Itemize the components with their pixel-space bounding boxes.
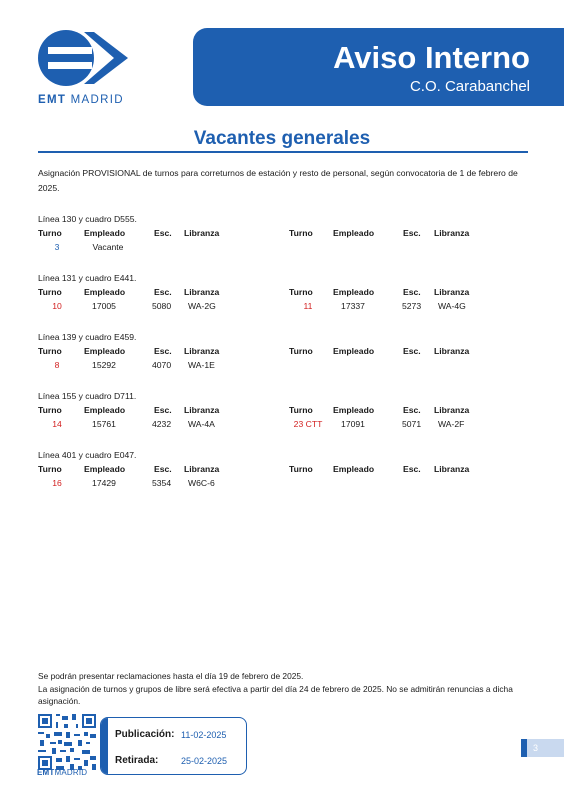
libranza-value: WA-2G xyxy=(188,301,216,311)
header-empleado: Empleado xyxy=(84,228,126,238)
header-esc: Esc. xyxy=(403,464,421,474)
footer-line-effective: La asignación de turnos y grupos de libre será efectiva a partir del día 24 de febrero de 2025. No se admitirán renuncias a dicha asignación. xyxy=(38,683,513,706)
header-empleado: Empleado xyxy=(84,464,126,474)
header-turno: Turno xyxy=(289,346,313,356)
header-libranza: Libranza xyxy=(184,464,220,474)
empleado-value: Vacante xyxy=(92,242,124,252)
qr-code-icon xyxy=(38,714,96,770)
header-turno: Turno xyxy=(289,287,313,297)
header-esc: Esc. xyxy=(403,405,421,415)
turno-value: 10 xyxy=(52,301,62,311)
line-group xyxy=(38,450,538,490)
esc-value: 5080 xyxy=(152,301,172,311)
turno-value: 23 CTT xyxy=(293,419,323,429)
header-banner xyxy=(193,28,564,106)
header-turno: Turno xyxy=(289,228,313,238)
line-group xyxy=(38,391,538,431)
publication-row xyxy=(115,729,227,740)
header-libranza: Libranza xyxy=(434,287,470,297)
header-esc: Esc. xyxy=(154,346,172,356)
page-number-tab-accent xyxy=(521,739,527,757)
page-number: 3 xyxy=(533,743,539,753)
empleado-value: 17005 xyxy=(92,301,116,311)
empleado-value: 15761 xyxy=(92,419,116,429)
header-libranza: Libranza xyxy=(184,228,220,238)
header-empleado: Empleado xyxy=(333,287,375,297)
header-esc: Esc. xyxy=(154,287,172,297)
turno-value: 3 xyxy=(54,242,60,252)
line-group xyxy=(38,273,538,313)
publication-label: Publicación: xyxy=(115,729,175,740)
qr-code xyxy=(38,714,96,772)
turno-value: 16 xyxy=(52,478,62,488)
header-empleado: Empleado xyxy=(84,405,126,415)
header-libranza: Libranza xyxy=(184,287,220,297)
footer-line-claims: Se podrán presentar reclamaciones hasta el día 19 de febrero de 2025. xyxy=(38,671,304,681)
empleado-value: 17337 xyxy=(341,301,365,311)
header-libranza: Libranza xyxy=(434,228,470,238)
libranza-value: WA-4G xyxy=(438,301,466,311)
page-subtitle: C.O. Carabanchel xyxy=(409,78,530,95)
header-empleado: Empleado xyxy=(84,346,126,356)
header-esc: Esc. xyxy=(154,405,172,415)
header-turno: Turno xyxy=(38,405,62,415)
esc-value: 4232 xyxy=(152,419,172,429)
header-libranza: Libranza xyxy=(184,346,220,356)
header-turno: Turno xyxy=(289,405,313,415)
group-title: Línea 401 y cuadro E047. xyxy=(38,450,137,460)
empleado-value: 17429 xyxy=(92,478,116,488)
emt-logo-icon xyxy=(36,28,132,90)
header-libranza: Libranza xyxy=(434,405,470,415)
header-libranza: Libranza xyxy=(434,464,470,474)
turno-value: 14 xyxy=(52,419,62,429)
turno-value: 11 xyxy=(303,301,313,311)
publication-date: 11-02-2025 xyxy=(181,730,227,740)
libranza-value: WA-4A xyxy=(188,419,215,429)
header-turno: Turno xyxy=(38,464,62,474)
header-turno: Turno xyxy=(38,346,62,356)
stamp-accent-bar xyxy=(101,718,108,774)
header-empleado: Empleado xyxy=(333,346,375,356)
header-esc: Esc. xyxy=(154,228,172,238)
section-title: Vacantes generales xyxy=(193,128,371,149)
libranza-value: WA-2F xyxy=(438,419,465,429)
section-divider xyxy=(38,151,528,153)
header-esc: Esc. xyxy=(403,346,421,356)
footer-notice xyxy=(38,670,538,708)
logo-wordmark: EMT MADRID xyxy=(38,94,124,106)
header-esc: Esc. xyxy=(403,287,421,297)
line-group xyxy=(38,332,538,372)
libranza-value: WA-1E xyxy=(188,360,215,370)
publication-stamp xyxy=(100,717,247,775)
withdrawal-row xyxy=(115,755,228,766)
withdrawal-date: 25-02-2025 xyxy=(181,756,228,766)
intro-paragraph: Asignación PROVISIONAL de turnos para correturnos de estación y resto de personal, según convocatoria de 1 de febrero de 2025. xyxy=(38,168,518,193)
header-empleado: Empleado xyxy=(333,405,375,415)
esc-value: 5273 xyxy=(402,301,422,311)
header-esc: Esc. xyxy=(403,228,421,238)
header-esc: Esc. xyxy=(154,464,172,474)
empleado-value: 15292 xyxy=(92,360,116,370)
header-empleado: Empleado xyxy=(333,464,375,474)
page-title: Aviso Interno xyxy=(333,40,530,75)
header-turno: Turno xyxy=(289,464,313,474)
emt-logo xyxy=(36,28,146,110)
header-empleado: Empleado xyxy=(333,228,375,238)
empleado-value: 17091 xyxy=(341,419,365,429)
qr-wordmark: EMTMADRID xyxy=(37,768,88,777)
esc-value: 4070 xyxy=(152,360,172,370)
esc-value: 5354 xyxy=(152,478,172,488)
header-libranza: Libranza xyxy=(184,405,220,415)
group-title: Línea 131 y cuadro E441. xyxy=(38,273,137,283)
header-libranza: Libranza xyxy=(434,346,470,356)
group-title: Línea 130 y cuadro D555. xyxy=(38,214,137,224)
header-empleado: Empleado xyxy=(84,287,126,297)
group-title: Línea 139 y cuadro E459. xyxy=(38,332,137,342)
line-group xyxy=(38,214,538,254)
esc-value: 5071 xyxy=(402,419,422,429)
turno-value: 8 xyxy=(54,360,60,370)
header-turno: Turno xyxy=(38,228,62,238)
page-number-tab xyxy=(521,739,564,757)
header-turno: Turno xyxy=(38,287,62,297)
libranza-value: W6C-6 xyxy=(188,478,215,488)
withdrawal-label: Retirada: xyxy=(115,755,159,766)
group-title: Línea 155 y cuadro D711. xyxy=(38,391,137,401)
